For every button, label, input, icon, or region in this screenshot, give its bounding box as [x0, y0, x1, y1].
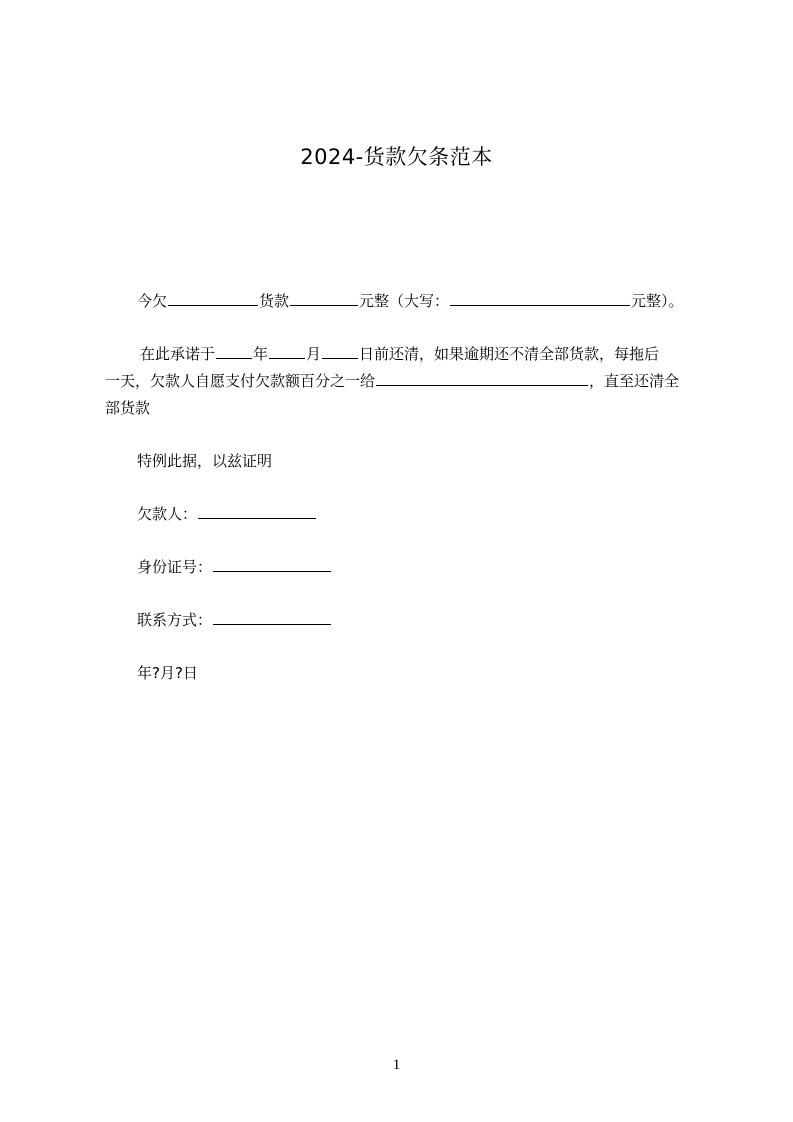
yuan-end-label: 元整）。: [631, 292, 684, 310]
penalty-text: 一天，欠款人自愿支付欠款额百分之一给: [105, 372, 376, 390]
all-goods-text: 部货款: [105, 399, 151, 417]
debtor-signature-blank: [198, 502, 316, 519]
document-title: 2024-货款欠条范本: [300, 145, 493, 169]
statement-line: [137, 448, 272, 474]
id-number-line: [137, 554, 332, 580]
capital-amount-label: 元整（大写：: [359, 292, 450, 310]
year-label: 年: [253, 345, 269, 363]
contact-line: [137, 607, 332, 633]
id-number-blank: [213, 555, 331, 572]
amount-owed-label: 今欠: [137, 292, 168, 310]
debtor-line: [137, 501, 317, 527]
penalty-recipient-blank: [376, 369, 588, 386]
until-paid-text: ，直至还清全: [589, 372, 680, 390]
promise-label: 在此承诺于: [140, 345, 216, 363]
year-blank: [216, 342, 252, 359]
capital-amount-blank: [450, 289, 630, 306]
month-blank: [269, 342, 305, 359]
promise-line-2: [105, 368, 679, 394]
id-number-label: 身份证号：: [137, 558, 213, 576]
promise-line-3: [105, 395, 150, 421]
month-label: 月: [306, 345, 322, 363]
debtor-label: 欠款人：: [137, 505, 198, 523]
promise-text: 日前还清，如果逾期还不清全部货款，每拖后: [359, 345, 660, 363]
goods-amount-blank: [290, 289, 358, 306]
date-line: [137, 660, 198, 686]
amount-blank: [168, 289, 258, 306]
day-blank: [322, 342, 358, 359]
goods-payment-label: 货款: [259, 292, 290, 310]
date-text: 年?月?日: [137, 664, 198, 682]
page-number: 1: [392, 1057, 401, 1073]
amount-line: [137, 288, 684, 314]
contact-blank: [213, 608, 331, 625]
contact-label: 联系方式：: [137, 611, 213, 629]
promise-line-1: [140, 341, 659, 367]
statement-text: 特例此据，以兹证明: [137, 452, 273, 470]
